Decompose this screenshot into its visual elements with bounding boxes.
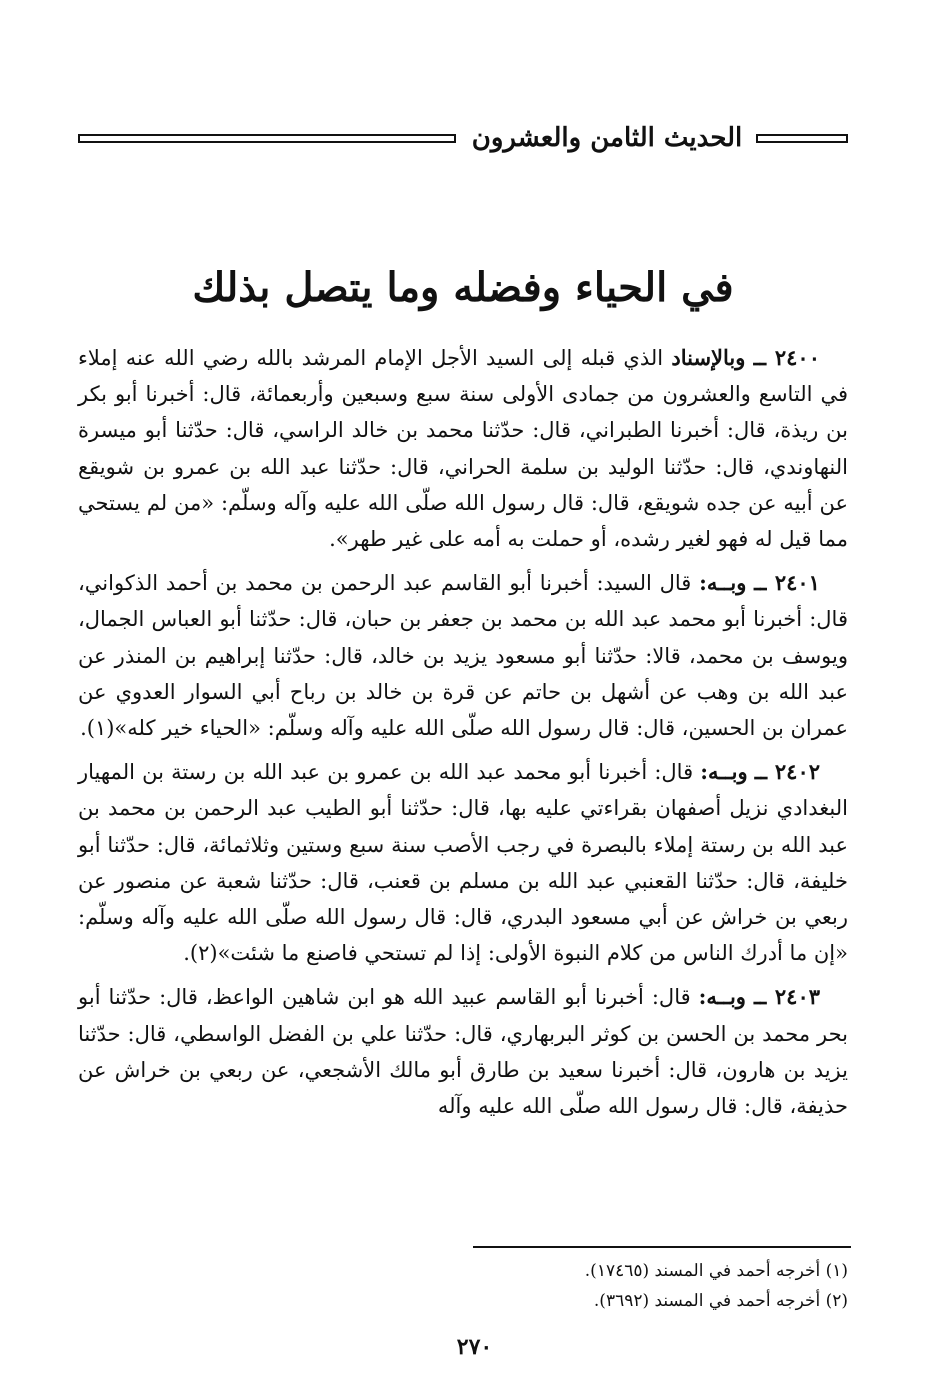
hadith-number: ٢٤٠٣ ــ [753, 984, 821, 1010]
footnote-1: (١) أخرجه أحمد في المسند (١٧٤٦٥). [584, 1261, 848, 1281]
hadith-number: ٢٤٠٢ ــ [754, 759, 821, 785]
header-rule-right [756, 134, 848, 143]
hadith-text: قال: أخبرنا أبو القاسم عبيد الله هو ابن شاهين الواعظ، قال: حدّثنا أبو بحر محمد بن الحسن بن كوثر البربهاري، قال: حدّثنا علي بن الفضل الواسطي، قال: حدّثنا يزيد بن هارون، قال: أخبرنا سعيد بن طارق أبو مالك الأشجعي، عن ربعي بن خراش عن حذيفة، قال: قال رسول الله صلّى الله عليه وآله [78, 985, 848, 1119]
footnote-divider [473, 1246, 851, 1248]
header-rule-left [78, 134, 456, 143]
running-header [78, 118, 848, 158]
chapter-title: في الحياء وفضله وما يتصل بذلك [192, 264, 734, 311]
footnote-2: (٢) أخرجه أحمد في المسند (٣٦٩٢). [593, 1291, 848, 1311]
body-text [78, 340, 848, 1132]
hadith-text: قال السيد: أخبرنا أبو القاسم عبد الرحمن بن محمد بن أحمد الذكواني، قال: أخبرنا أبو محمد عبد الله بن محمد بن جعفر بن حبان، قال: حدّثنا أبو العباس الجمال، ويوسف بن محمد، قالا: حدّثنا أبو مسعود يزيد بن خالد، قال: حدّثنا إبراهيم بن المنذر عن عبد الله بن وهب عن أشهل بن حاتم عن قرة بن خالد بن رباح أبي السوار العدوي عن عمران بن الحسين، قال: قال رسول الله صلّى الله عليه وآله وسلّم: «الحياء خير كله»(١). [78, 571, 848, 741]
hadith-paragraph-2402 [78, 754, 848, 971]
isnad-lead: وبــه: [699, 570, 747, 596]
hadith-paragraph-2403 [78, 979, 848, 1124]
hadith-paragraph-2401 [78, 565, 848, 746]
hadith-number: ٢٤٠٠ ــ [753, 345, 820, 370]
isnad-lead: وبالإسناد [671, 345, 746, 370]
running-header-title: الحديث الثامن والعشرون [471, 123, 743, 153]
hadith-text: الذي قبله إلى السيد الأجل الإمام المرشد بالله رضي الله عنه إملاء في التاسع والعشرون من جمادى الأولى سنة سبع وسبعين وأربعمائة، قال: أخبرنا أبو بكر بن ريذة، قال: أخبرنا الطبراني، قال: حدّثنا محمد بن خالد الراسي، قال: حدّثنا أبو ميسرة النهاوندي، قال: حدّثنا الوليد بن سلمة الحراني، قال: حدّثنا عبد الله بن عمرو بن شويقع عن أبيه عن جده شويقع، قال: قال رسول الله صلّى الله عليه وآله وسلّم: «من لم يستحي مما قيل له فهو لغير رشده، أو حملت به أمه على غير طهر». [78, 346, 848, 552]
hadith-paragraph-2400 [78, 340, 848, 557]
hadith-number: ٢٤٠١ ــ [754, 570, 820, 596]
isnad-lead: وبــه: [698, 984, 746, 1010]
hadith-text: قال: أخبرنا أبو محمد عبد الله بن عمرو بن عبد الله بن رستة بن المهيار البغدادي نزيل أصفهان بقراءتي عليه بها، قال: حدّثنا أبو الطيب عبد الرحمن بن محمد بن عبد الله بن رستة إملاء بالبصرة في رجب الأصب سنة سبع وستين وثلاثمائة، قال: حدّثنا أبو خليفة، قال: حدّثنا القعنبي عبد الله بن مسلم بن قعنب، قال: حدّثنا شعبة عن منصور عن ربعي بن خراش عن أبي مسعود البدري، قال: قال رسول الله صلّى الله عليه وآله وسلّم: «إن ما أدرك الناس من كلام النبوة الأولى: إذا لم تستحي فاصنع ما شئت»(٢). [78, 760, 848, 966]
footnotes [78, 1256, 848, 1316]
isnad-lead: وبــه: [700, 759, 748, 785]
page-number: ٢٧٠ [456, 1334, 493, 1360]
